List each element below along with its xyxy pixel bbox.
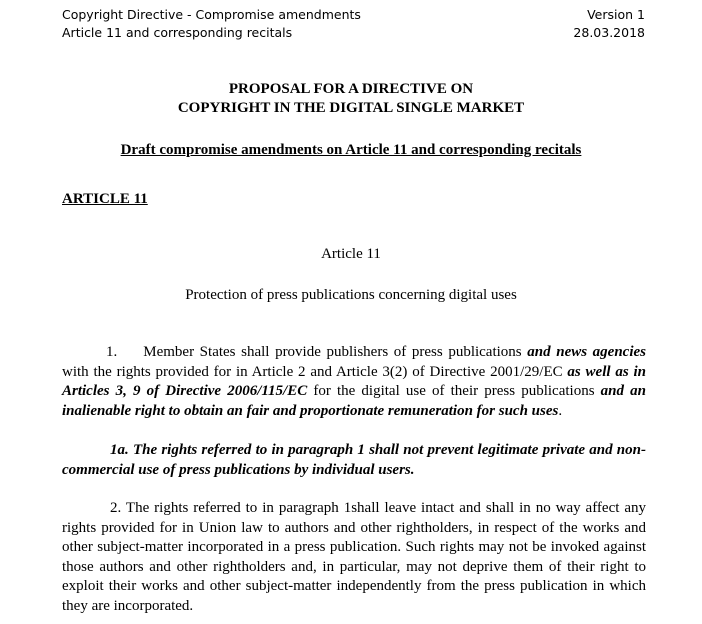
document-title-line1: PROPOSAL FOR A DIRECTIVE ON [228, 81, 474, 97]
header-document-scope: Article 11 and corresponding recitals [62, 25, 293, 40]
document-subtitle: Draft compromise amendments on Article 11 and corresponding recitals [120, 142, 582, 158]
document-header-right [573, 6, 645, 42]
header-date: 28.03.2018 [573, 25, 645, 40]
paragraph-1-amendment-1: and news agencies [527, 344, 646, 360]
document-title-line2: COPYRIGHT IN THE DIGITAL SINGLE MARKET [177, 100, 525, 116]
paragraph-1-number: 1. [106, 344, 118, 360]
paragraph-2: 2. The rights referred to in paragraph 1shall leave intact and shall in no way affect any rights provided for in Union law to authors and other rightholders, in respect of the works and other subject-matter incorporated in a press publication. Such rights may not be invoked against those authors and other rightholders and, in particular, may not deprive them of their right to exploit their works and other subject-matter independently from the press publication in which they are incorporated. [62, 500, 646, 614]
section-heading: ARTICLE 11 [62, 191, 148, 207]
paragraph-1-text-1: Member States shall provide publishers of press publications [143, 344, 528, 360]
paragraph-1-text-2: with the rights provided for in Article 2 and Article 3(2) of Directive 2001/29/EC [62, 363, 568, 380]
header-version: Version 1 [587, 7, 645, 22]
document-header-left [62, 6, 361, 42]
article-subtitle: Protection of press publications concerning digital uses [185, 287, 517, 303]
document-title [0, 80, 702, 118]
paragraph-1a: 1a. The rights referred to in paragraph 1 shall not prevent legitimate private and non-commercial use of press publications by individual users. [62, 442, 646, 478]
paragraph-1-amendment-2: as well as in Articles 3, 9 of Directive 2006/115/EC [62, 363, 646, 399]
paragraph-1 [62, 343, 646, 421]
header-document-name: Copyright Directive - Compromise amendments [62, 7, 361, 22]
article-title: Article 11 [321, 246, 381, 262]
paragraph-1-text-4: . [558, 402, 563, 419]
paragraph-1-amendment-3: and an inalienable right to obtain an fair and proportionate remuneration for such uses [62, 383, 646, 419]
paragraph-1-text-3: for the digital use of their press publications [307, 383, 601, 399]
